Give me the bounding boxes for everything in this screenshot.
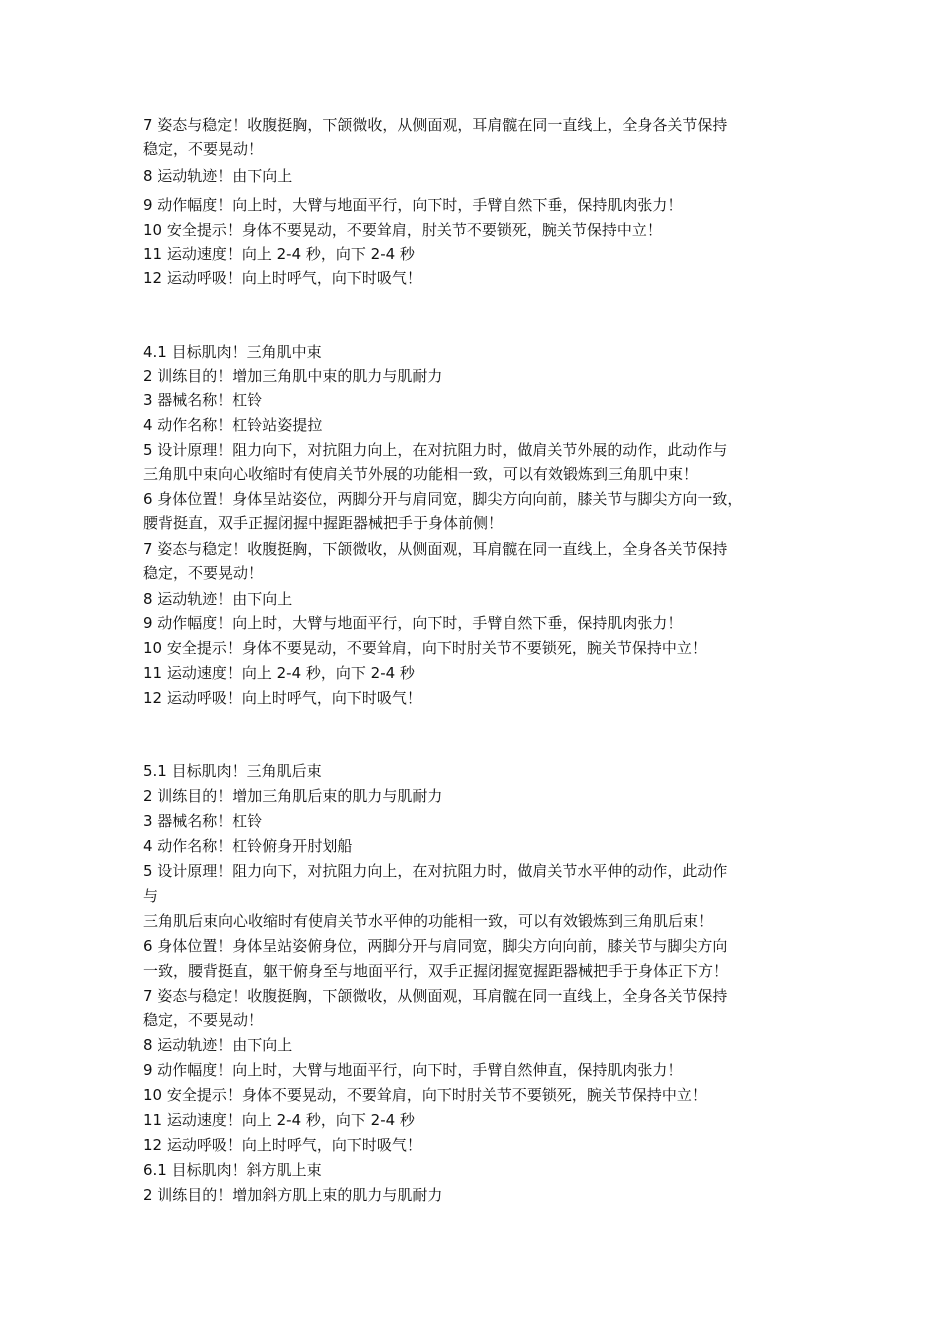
text-line: 10 安全提示！身体不要晃动，不要耸肩，向下时肘关节不要锁死，腕关节保持中立！ [143, 639, 707, 657]
text-line: 6 身体位置！身体呈站姿位，两脚分开与肩同宽，脚尖方向向前，膝关节与脚尖方向一致， [143, 490, 743, 508]
section-heading: 4.1 目标肌肉！三角肌中束 [143, 343, 322, 361]
text-line: 三角肌中束向心收缩时有使肩关节外展的功能相一致，可以有效锻炼到三角肌中束！ [143, 465, 699, 483]
text-line: 稳定，不要晃动！ [143, 140, 264, 158]
text-line: 7 姿态与稳定！收腹挺胸，下颌微收，从侧面观，耳肩髋在同一直线上，全身各关节保持 [143, 540, 728, 558]
text-line: 4 动作名称！杠铃俯身开肘划船 [143, 837, 353, 855]
text-line: 8 运动轨迹！由下向上 [143, 1036, 293, 1054]
text-line: 6 身体位置！身体呈站姿俯身位，两脚分开与肩同宽，脚尖方向向前，膝关节与脚尖方向 [143, 937, 728, 955]
text-line: 三角肌后束向心收缩时有使肩关节水平伸的功能相一致，可以有效锻炼到三角肌后束！ [143, 912, 714, 930]
text-line: 2 训练目的！增加斜方肌上束的肌力与肌耐力 [143, 1186, 443, 1204]
text-line: 12 运动呼吸！向上时呼气，向下时吸气！ [143, 269, 422, 287]
text-line: 2 训练目的！增加三角肌后束的肌力与肌耐力 [143, 787, 443, 805]
text-line: 与 [143, 887, 159, 905]
text-line: 11 运动速度！向上 2-4 秒，向下 2-4 秒 [143, 1111, 415, 1129]
text-line: 9 动作幅度！向上时，大臂与地面平行，向下时，手臂自然下垂，保持肌肉张力！ [143, 614, 683, 632]
text-line: 11 运动速度！向上 2-4 秒，向下 2-4 秒 [143, 245, 415, 263]
text-line: 12 运动呼吸！向上时呼气，向下时吸气！ [143, 1136, 422, 1154]
text-line: 3 器械名称！杠铃 [143, 812, 263, 830]
text-line: 9 动作幅度！向上时，大臂与地面平行，向下时，手臂自然伸直，保持肌肉张力！ [143, 1061, 683, 1079]
section-heading: 5.1 目标肌肉！三角肌后束 [143, 762, 322, 780]
text-line: 4 动作名称！杠铃站姿提拉 [143, 416, 323, 434]
text-line: 3 器械名称！杠铃 [143, 391, 263, 409]
text-line: 5 设计原理！阻力向下，对抗阻力向上，在对抗阻力时，做肩关节外展的动作，此动作与 [143, 441, 728, 459]
text-line: 10 安全提示！身体不要晃动，不要耸肩，肘关节不要锁死，腕关节保持中立！ [143, 221, 662, 239]
text-line: 10 安全提示！身体不要晃动，不要耸肩，向下时肘关节不要锁死，腕关节保持中立！ [143, 1086, 707, 1104]
text-line: 2 训练目的！增加三角肌中束的肌力与肌耐力 [143, 367, 443, 385]
text-line: 7 姿态与稳定！收腹挺胸，下颌微收，从侧面观，耳肩髋在同一直线上，全身各关节保持 [143, 116, 728, 134]
text-line: 8 运动轨迹！由下向上 [143, 590, 293, 608]
text-line: 腰背挺直，双手正握闭握中握距器械把手于身体前侧！ [143, 514, 504, 532]
text-line: 8 运动轨迹！由下向上 [143, 167, 293, 185]
text-line: 一致，腰背挺直，躯干俯身至与地面平行，双手正握闭握宽握距器械把手于身体正下方！ [143, 962, 729, 980]
text-line: 5 设计原理！阻力向下，对抗阻力向上，在对抗阻力时，做肩关节水平伸的动作，此动作 [143, 862, 728, 880]
text-line: 11 运动速度！向上 2-4 秒，向下 2-4 秒 [143, 664, 415, 682]
text-line: 12 运动呼吸！向上时呼气，向下时吸气！ [143, 689, 422, 707]
text-line: 7 姿态与稳定！收腹挺胸，下颌微收，从侧面观，耳肩髋在同一直线上，全身各关节保持 [143, 987, 728, 1005]
text-line: 稳定，不要晃动！ [143, 1011, 264, 1029]
text-line: 稳定，不要晃动！ [143, 564, 264, 582]
text-line: 9 动作幅度！向上时，大臂与地面平行，向下时，手臂自然下垂，保持肌肉张力！ [143, 196, 683, 214]
section-heading: 6.1 目标肌肉！斜方肌上束 [143, 1161, 322, 1179]
